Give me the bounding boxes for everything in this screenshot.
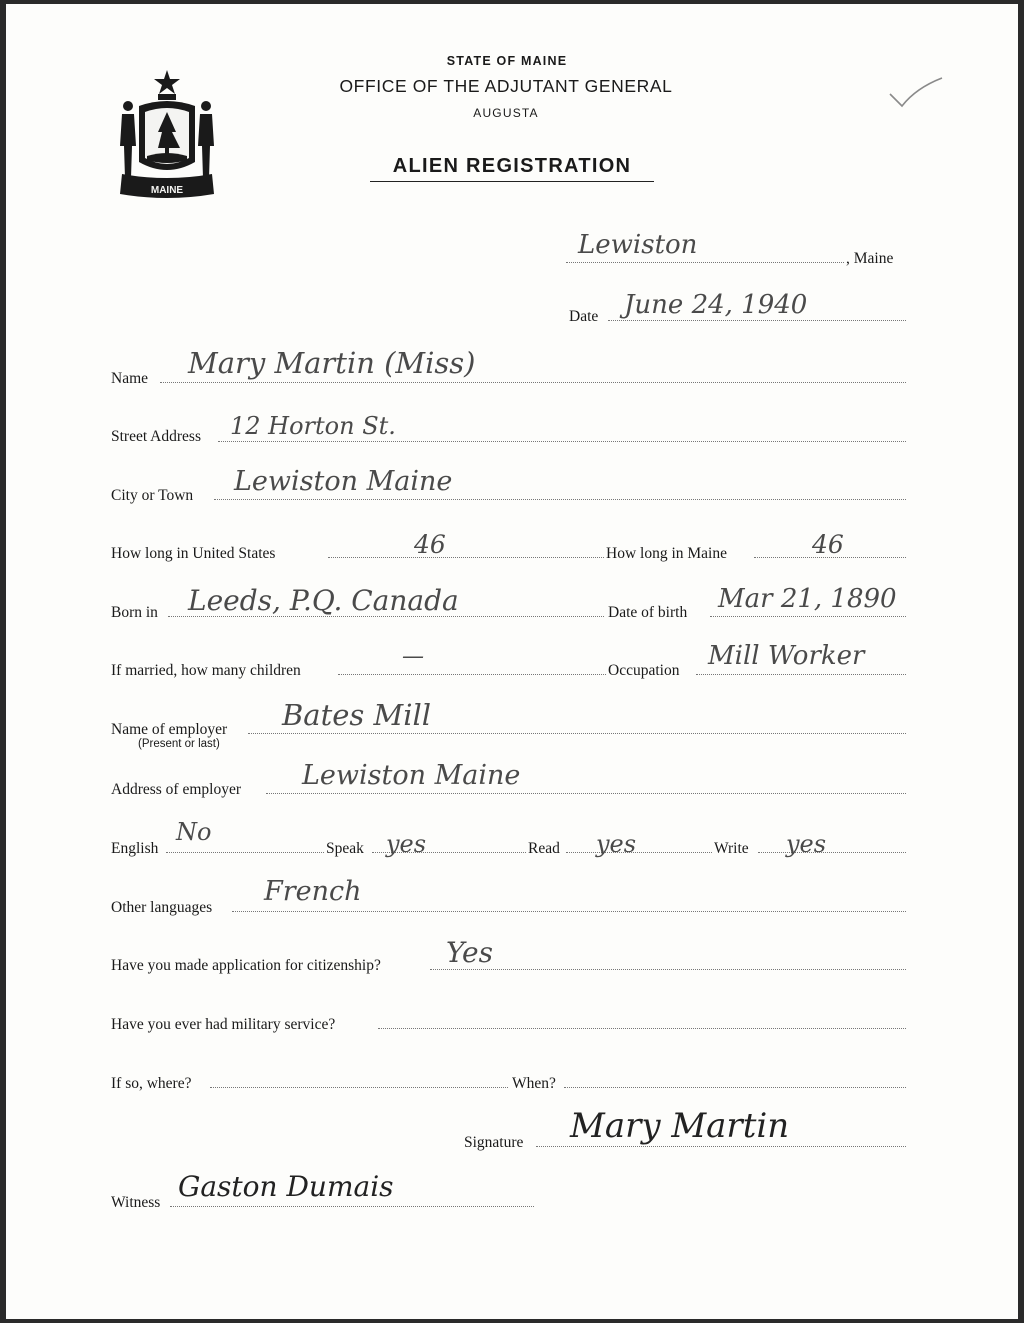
name-dotted-line	[160, 382, 906, 383]
military-label: Have you ever had military service?	[111, 1016, 336, 1033]
children-label: If married, how many children	[111, 662, 301, 679]
signature-dotted-line	[536, 1146, 906, 1147]
date-of-birth-label: Date of birth	[608, 604, 688, 621]
street-address-label: Street Address	[111, 428, 201, 445]
employer-sublabel: (Present or last)	[138, 738, 220, 750]
born-in-label: Born in	[111, 604, 158, 621]
write-value[interactable]: yes	[786, 830, 827, 858]
how-long-us-value[interactable]: 46	[414, 530, 446, 559]
where-label: If so, where?	[111, 1075, 192, 1092]
english-label: English	[111, 840, 159, 857]
children-dotted-line	[338, 674, 606, 675]
children-value[interactable]: —	[402, 644, 424, 669]
read-dotted-line	[566, 852, 712, 853]
employer-dotted-line	[248, 733, 906, 734]
witness-label: Witness	[111, 1194, 161, 1211]
witness-dotted-line	[170, 1206, 534, 1207]
other-languages-dotted-line	[232, 911, 906, 912]
where-dotted-line	[210, 1087, 508, 1088]
read-value[interactable]: yes	[596, 830, 637, 858]
how-long-us-dotted-line	[328, 557, 604, 558]
read-label: Read	[528, 840, 560, 857]
title-underline	[370, 181, 654, 182]
office-heading: OFFICE OF THE ADJUTANT GENERAL	[339, 76, 673, 96]
occupation-dotted-line	[696, 674, 906, 675]
born-in-value[interactable]: Leeds, P.Q. Canada	[188, 584, 459, 617]
date-of-birth-value[interactable]: Mar 21, 1890	[718, 584, 897, 614]
how-long-maine-value[interactable]: 46	[812, 530, 844, 559]
citizenship-label: Have you made application for citizenship?	[111, 957, 381, 974]
how-long-maine-label: How long in Maine	[606, 545, 727, 562]
name-label: Name	[111, 370, 149, 387]
town-suffix-label: , Maine	[846, 250, 894, 267]
when-dotted-line	[564, 1087, 906, 1088]
employer-value[interactable]: Bates Mill	[282, 698, 432, 732]
citizenship-dotted-line	[430, 969, 906, 970]
seal-text: MAINE	[150, 185, 184, 196]
state-heading: STATE OF MAINE	[446, 54, 568, 68]
city-heading: AUGUSTA	[473, 106, 539, 120]
date-of-birth-dotted-line	[710, 616, 906, 617]
speak-value[interactable]: yes	[386, 830, 427, 858]
street-address-dotted-line	[218, 441, 906, 442]
signature-value[interactable]: Mary Martin	[570, 1106, 790, 1146]
speak-label: Speak	[326, 840, 364, 857]
street-address-value[interactable]: 12 Horton St.	[230, 412, 396, 440]
other-languages-value[interactable]: French	[264, 876, 362, 907]
occupation-value[interactable]: Mill Worker	[708, 641, 865, 671]
other-languages-label: Other languages	[111, 899, 213, 916]
write-dotted-line	[758, 852, 906, 853]
witness-value[interactable]: Gaston Dumais	[178, 1170, 394, 1203]
when-label: When?	[512, 1075, 556, 1092]
how-long-us-label: How long in United States	[111, 545, 276, 562]
town-value[interactable]: Lewiston	[578, 230, 698, 260]
date-dotted-line	[608, 320, 906, 321]
town-dotted-line	[566, 262, 844, 263]
city-town-label: City or Town	[111, 487, 194, 504]
citizenship-value[interactable]: Yes	[446, 936, 493, 969]
signature-label: Signature	[464, 1134, 524, 1151]
occupation-label: Occupation	[608, 662, 680, 679]
write-label: Write	[714, 840, 749, 857]
military-dotted-line	[378, 1028, 906, 1029]
english-dotted-line	[166, 852, 324, 853]
name-value[interactable]: Mary Martin (Miss)	[188, 346, 476, 380]
employer-address-dotted-line	[266, 793, 906, 794]
english-value[interactable]: No	[176, 818, 212, 846]
form-title: ALIEN REGISTRATION	[392, 155, 632, 177]
city-town-value[interactable]: Lewiston Maine	[234, 466, 453, 497]
date-value[interactable]: June 24, 1940	[624, 290, 808, 320]
employer-address-label: Address of employer	[111, 781, 241, 798]
employer-address-value[interactable]: Lewiston Maine	[302, 760, 521, 791]
date-label: Date	[569, 308, 599, 325]
registration-form-page	[6, 4, 1018, 1319]
employer-label: Name of employer	[111, 721, 228, 738]
city-town-dotted-line	[214, 499, 906, 500]
